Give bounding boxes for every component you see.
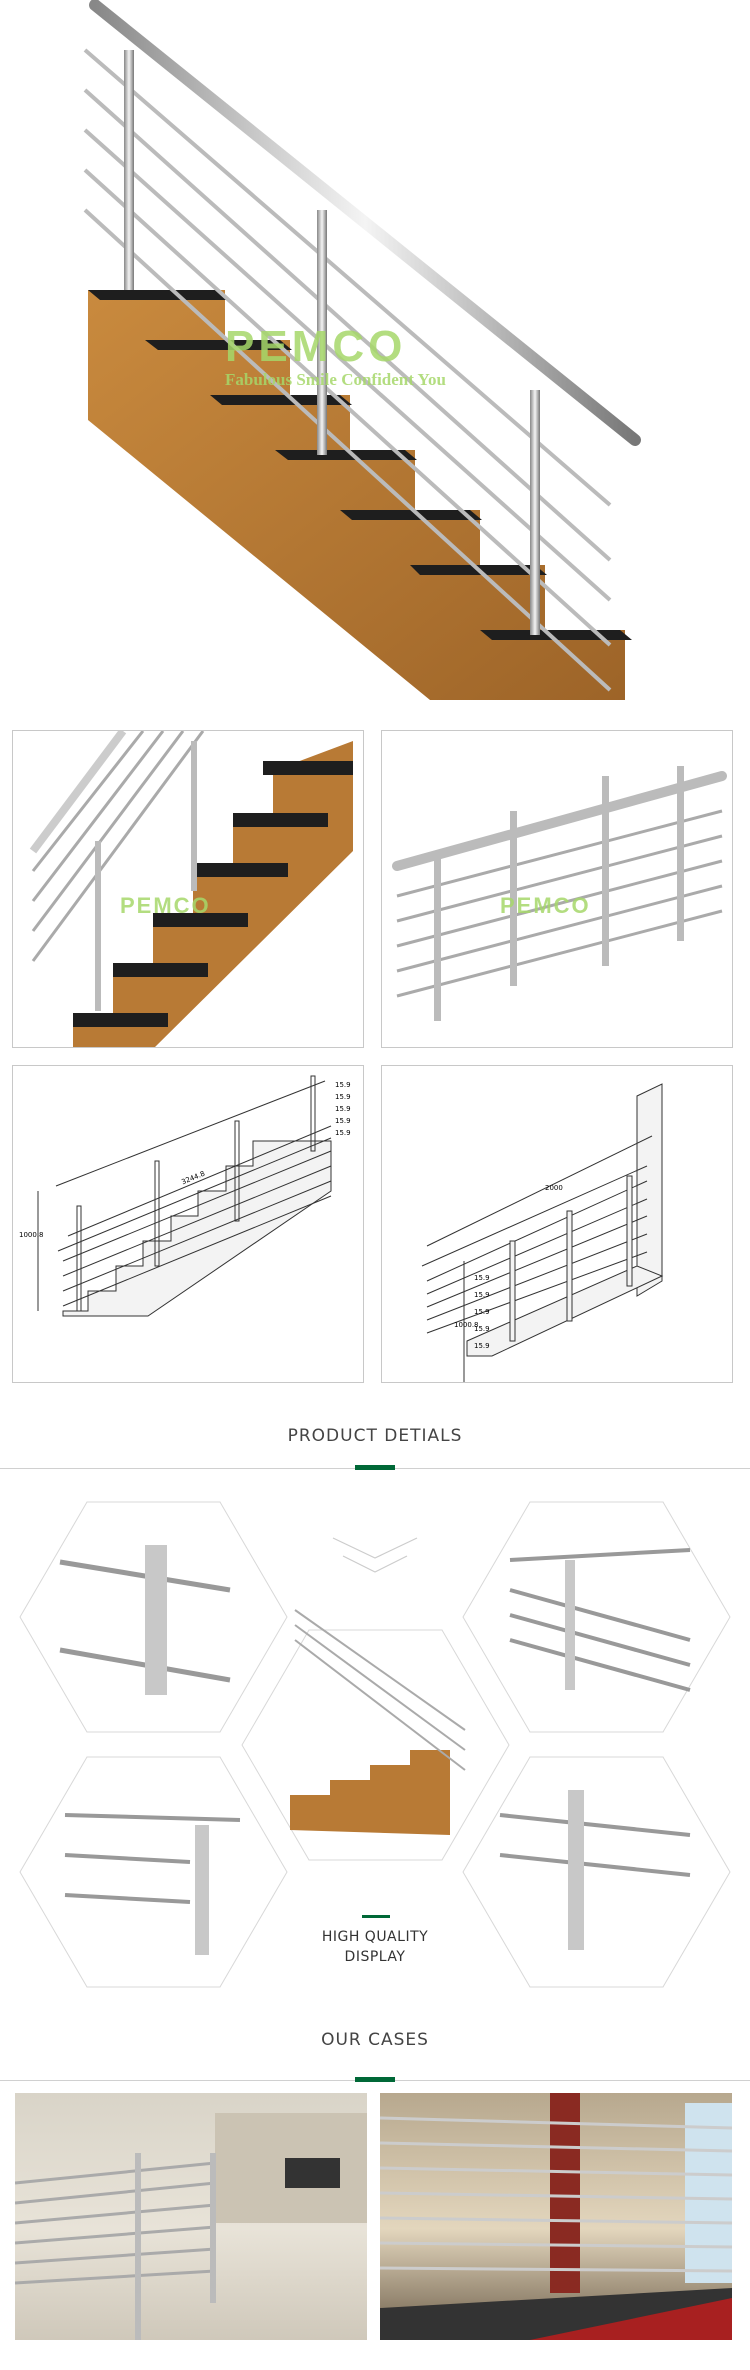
watermark-logo-small: PEMCO bbox=[500, 893, 591, 918]
high-quality-line2: DISPLAY bbox=[344, 1949, 406, 1965]
product-details-heading: PRODUCT DETIALS bbox=[287, 1426, 463, 1446]
heading-accent-bar bbox=[355, 2077, 395, 2082]
rail-dimension: 15.9 bbox=[335, 1105, 351, 1113]
rail-dimension: 15.9 bbox=[335, 1081, 351, 1089]
chevron-down-icon bbox=[333, 1538, 417, 1558]
hex-base-detail bbox=[463, 1757, 730, 1987]
rail-dimension: 15.9 bbox=[335, 1093, 351, 1101]
case-photo-balcony bbox=[380, 2093, 732, 2340]
our-cases-heading: OUR CASES bbox=[321, 2030, 429, 2050]
rail-dimension: 15.9 bbox=[335, 1117, 351, 1125]
stair-technical-drawing bbox=[12, 1065, 364, 1383]
rail-dimension: 15.9 bbox=[335, 1129, 351, 1137]
rail-dimension: 15.9 bbox=[474, 1291, 490, 1299]
flat-railing-image bbox=[381, 730, 733, 1048]
flat-technical-drawing bbox=[381, 1065, 733, 1383]
case-photo-staircase bbox=[15, 2093, 367, 2340]
rail-dimension: 15.9 bbox=[474, 1325, 490, 1333]
high-quality-line1: HIGH QUALITY bbox=[321, 1929, 429, 1945]
hex-corner-detail bbox=[463, 1502, 730, 1732]
dimension-height: 1000.8 bbox=[454, 1321, 479, 1329]
stair-side-view-image bbox=[12, 730, 364, 1048]
rail-dimension: 15.9 bbox=[474, 1342, 490, 1350]
hex-endcap-detail bbox=[20, 1757, 287, 1987]
high-quality-accent-bar bbox=[362, 1915, 390, 1918]
watermark-logo-small: PEMCO bbox=[120, 893, 211, 918]
hexagon-gallery bbox=[0, 1490, 750, 2000]
watermark-logo: PEMCO bbox=[225, 322, 407, 371]
watermark-tagline: Fabulous Smile Confident You bbox=[225, 370, 446, 389]
dimension-length: 2000 bbox=[545, 1184, 563, 1192]
dimension-height: 1000.8 bbox=[19, 1231, 44, 1239]
rail-dimension: 15.9 bbox=[474, 1308, 490, 1316]
rail-dimension: 15.9 bbox=[474, 1274, 490, 1282]
dimension-length: 3244.8 bbox=[180, 1169, 207, 1187]
heading-accent-bar bbox=[355, 1465, 395, 1470]
